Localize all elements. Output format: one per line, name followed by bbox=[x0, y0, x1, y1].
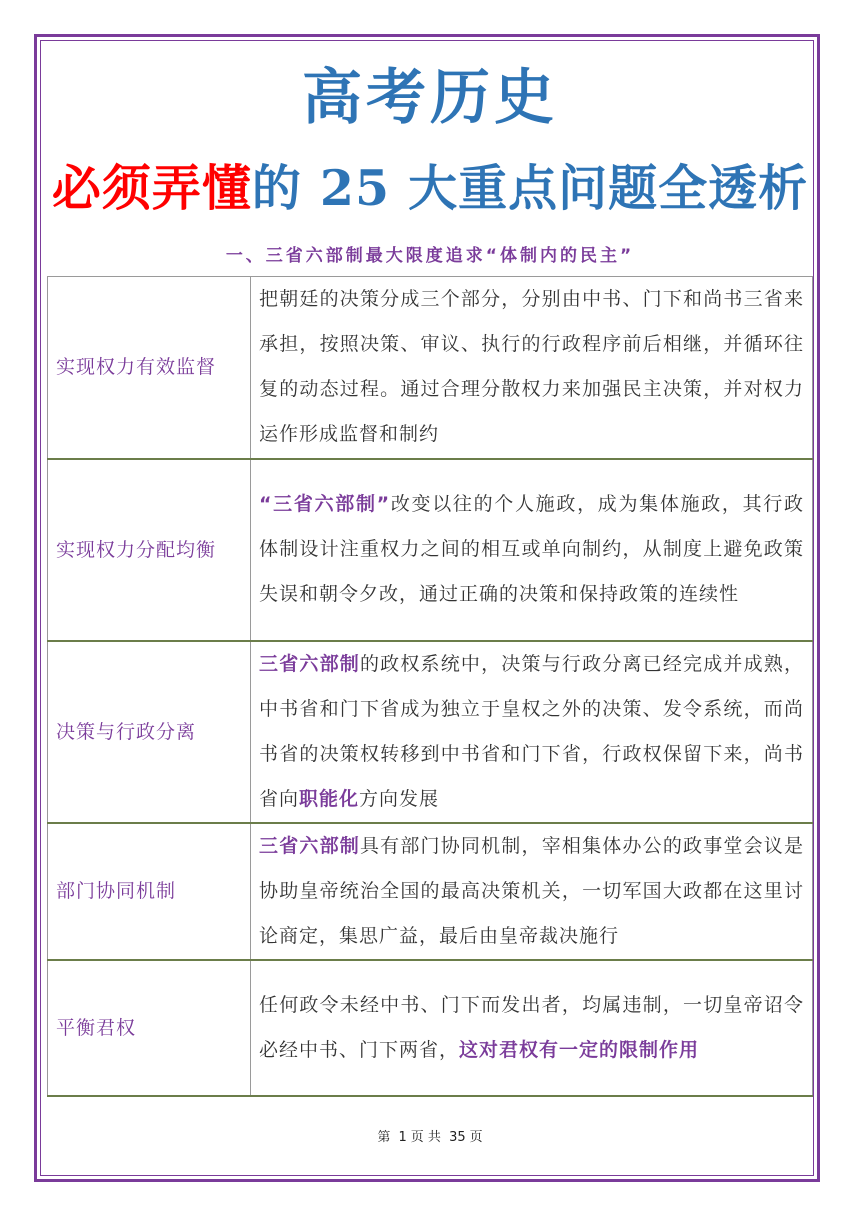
table-row bbox=[48, 277, 813, 459]
row-label: 部门协同机制 bbox=[48, 823, 251, 960]
body-text: 具有部门协同机制，宰相集体办公的政事堂会议是协助皇帝统治全国的最高决策机关，一切军国大政都在这里讨论商定，集思广益，最后由皇帝裁决施行 bbox=[259, 834, 804, 947]
table-row bbox=[48, 641, 813, 823]
body-text: 的政权系统中，决策与行政分离已经完成并成熟，中书省和门下省成为独立于皇权之外的决策、发令系统，而尚书省的决策权转移到中书省和门下省，行政权保留下来，尚书省向 bbox=[259, 652, 804, 810]
row-content bbox=[251, 641, 813, 823]
row-content bbox=[251, 459, 813, 641]
body-text: 任何政令未经中书、门下而发出者，均属违制，一切皇帝诏令必经中书、门下两省， bbox=[259, 993, 804, 1061]
subtitle-red-part: 必须弄懂 bbox=[51, 160, 252, 217]
row-label: 实现权力有效监督 bbox=[48, 277, 251, 459]
highlight-text: 三省六部制 bbox=[259, 652, 360, 675]
footer-prefix: 第 bbox=[377, 1130, 391, 1145]
highlight-text: 职能化 bbox=[299, 787, 360, 810]
body-text: 改变以往的个人施政，成为集体施政，其行政体制设计注重权力之间的相互或单向制约，从制度上避免政策失误和朝令夕改，通过正确的决策和保持政策的连续性 bbox=[259, 493, 804, 605]
row-label: 平衡君权 bbox=[48, 960, 251, 1096]
row-content bbox=[251, 823, 813, 960]
page-footer bbox=[0, 1128, 860, 1148]
highlight-text: 这对君权有一定的限制作用 bbox=[459, 1038, 700, 1061]
body-text: 把朝廷的决策分成三个部分，分别由中书、门下和尚书三省来承担，按照决策、审议、执行的行政程序前后相继，并循环往复的动态过程。通过合理分散权力来加强民主决策，并对权力运作形成监督和制约 bbox=[259, 288, 804, 446]
row-label: 决策与行政分离 bbox=[48, 641, 251, 823]
footer-suffix: 页 bbox=[469, 1130, 483, 1145]
table-row bbox=[48, 823, 813, 960]
footer-page-number: 1 bbox=[398, 1130, 407, 1145]
table-row bbox=[48, 960, 813, 1096]
section-heading: 一、三省六部制最大限度追求“体制内的民主” bbox=[225, 246, 635, 266]
highlight-text: “三省六部制” bbox=[259, 493, 391, 515]
footer-middle: 页 共 bbox=[410, 1130, 441, 1145]
table-row bbox=[48, 459, 813, 641]
row-content bbox=[251, 277, 813, 459]
row-content bbox=[251, 960, 813, 1096]
document-title: 高考历史 bbox=[302, 63, 558, 133]
content-table bbox=[47, 276, 813, 1097]
subtitle-blue-part: 的 25 大重点问题全透析 bbox=[251, 159, 809, 217]
body-text: 方向发展 bbox=[359, 787, 440, 810]
highlight-text: 三省六部制 bbox=[259, 834, 360, 857]
document-subtitle bbox=[0, 152, 860, 225]
footer-total-pages: 35 bbox=[449, 1130, 466, 1145]
row-label: 实现权力分配均衡 bbox=[48, 459, 251, 641]
